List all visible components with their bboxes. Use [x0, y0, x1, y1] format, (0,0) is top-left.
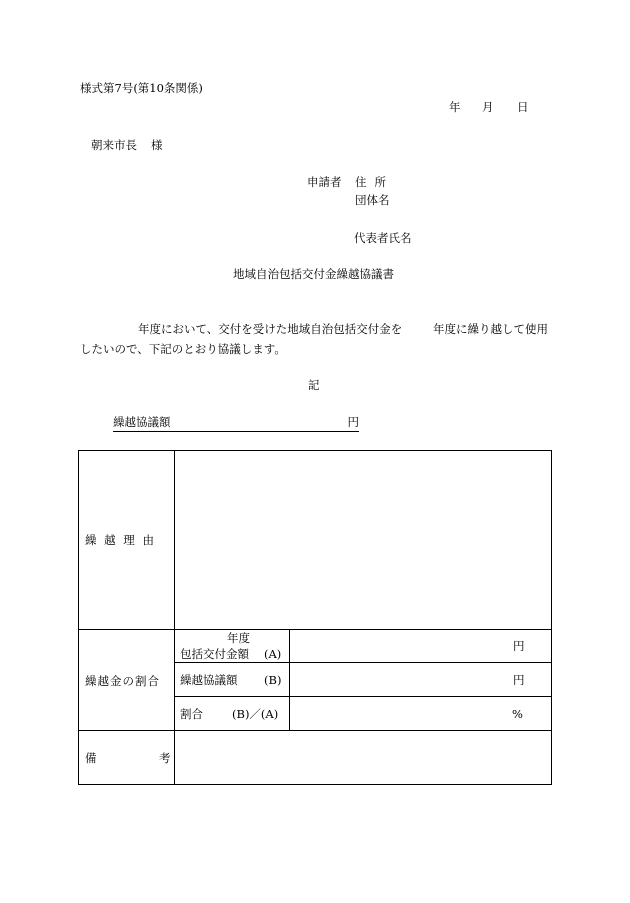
row3-value-field[interactable]	[290, 697, 551, 730]
addressee-name: 朝来市長	[91, 138, 137, 152]
body-line-2: したいので、下記のとおり協議します。	[80, 342, 286, 356]
row1-unit: 円	[513, 639, 525, 653]
row2-code: (B)	[264, 673, 282, 687]
remarks-label-1: 備	[85, 751, 97, 765]
carryover-amount-row	[113, 417, 359, 432]
remarks-input-area[interactable]	[175, 731, 551, 784]
document-title: 地域自治包括交付金繰越協議書	[233, 267, 394, 281]
reason-label: 繰 越 理 由	[85, 533, 156, 547]
remarks-label-2: 考	[159, 751, 171, 765]
carryover-amount-unit: 円	[347, 415, 359, 429]
applicant-representative-label: 代表者氏名	[354, 231, 412, 245]
form-number: 様式第7号(第10条関係)	[80, 81, 203, 95]
applicant-role: 申請者	[307, 175, 342, 189]
carryover-amount-label: 繰越協議額	[113, 415, 171, 429]
row1-year-label: 年度	[227, 631, 250, 645]
row1-label: 包括交付金額	[180, 647, 249, 661]
ratio-label: 繰越金の割合	[85, 674, 160, 688]
body-line-1-part-1: 年度において、交付を受けた地域自治包括交付金を	[138, 322, 403, 336]
row2-label: 繰越協議額	[180, 673, 238, 687]
row1-value-field[interactable]	[290, 630, 551, 662]
addressee	[91, 140, 163, 152]
applicant-address-label: 住所	[355, 175, 394, 189]
row3-code: (B)／(A)	[232, 707, 279, 721]
body-line-1-part-2: 年度に繰り越して使用	[433, 322, 548, 336]
date-month-label: 月	[482, 100, 494, 114]
date-year-label: 年	[449, 100, 461, 114]
row1-code: (A)	[264, 647, 282, 661]
carryover-table	[78, 450, 552, 785]
addressee-honorific: 様	[151, 138, 163, 152]
row3-label: 割合	[180, 707, 203, 721]
row2-unit: 円	[513, 673, 525, 687]
ki-heading: 記	[308, 378, 320, 392]
date-day-label: 日	[517, 100, 529, 114]
applicant-organization-label: 団体名	[355, 193, 390, 207]
row2-value-field[interactable]	[290, 663, 551, 696]
reason-input-area[interactable]	[175, 451, 551, 629]
row3-unit: %	[512, 707, 523, 721]
